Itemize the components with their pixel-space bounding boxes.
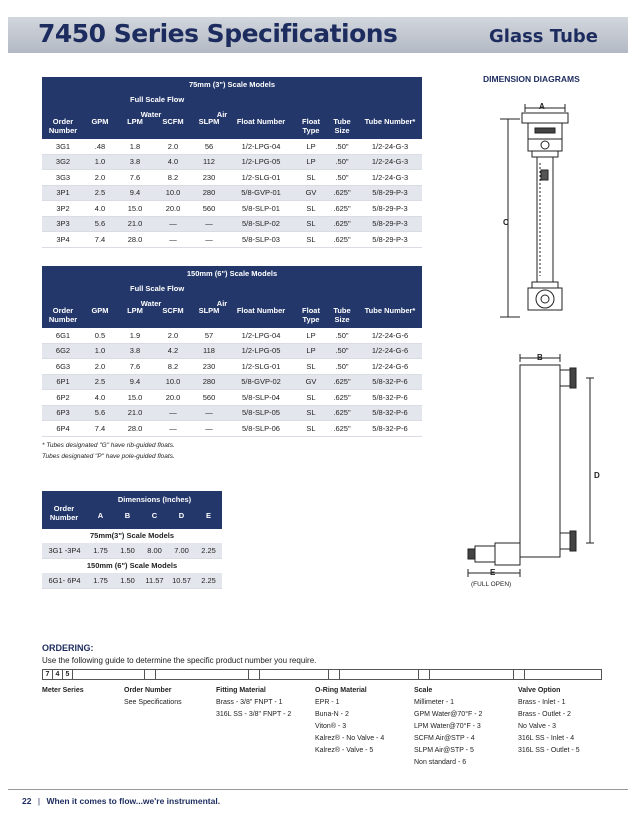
ordering-column: [216, 685, 291, 721]
ordering-option: 316L SS - 3/8" FNPT - 2: [216, 711, 292, 718]
full-scale-label: Full Scale Flow: [130, 284, 185, 293]
table-cell: 5.6: [94, 219, 106, 229]
table-cell: .50": [335, 172, 349, 182]
dim-letter: E: [205, 511, 211, 520]
table-cell: 5/8-29-P-3: [372, 188, 408, 198]
table-cell: 2.0: [94, 361, 106, 371]
table-cell: 20.0: [165, 203, 181, 213]
table-cell: 28.0: [127, 423, 143, 433]
table-cell: 5/8-SLP-04: [242, 392, 280, 402]
table-cell: 5/8-32-P-6: [372, 377, 408, 387]
table-cell: 6P2: [56, 392, 70, 402]
dimension-letters: [87, 511, 222, 520]
column-header: Tube Size: [333, 306, 351, 324]
table-cell: 1.8: [129, 141, 141, 151]
table-cell: 6G3: [55, 361, 71, 371]
table-row: [42, 375, 422, 391]
table-cell: LP: [306, 330, 316, 340]
label-d: D: [594, 471, 600, 480]
column-headers: [42, 306, 422, 324]
code-digit: 7: [43, 670, 53, 679]
dim-row-150mm: [42, 573, 222, 589]
table-cell: 5/8-32-P-6: [372, 408, 408, 418]
table-cell: 7.4: [94, 234, 106, 244]
dim-letter: C: [151, 511, 158, 520]
table-row: [42, 201, 422, 217]
table-caption: 150mm (6") Scale Models: [186, 269, 278, 278]
table-cell: 5/8-29-P-3: [372, 219, 408, 229]
table-cell: 3G2: [55, 157, 71, 167]
ordering-option: Non standard - 6: [414, 759, 467, 766]
table-row: [42, 421, 422, 437]
table-cell: SL: [306, 219, 316, 229]
table-cell: GV: [305, 377, 317, 387]
table-cell: LP: [306, 141, 316, 151]
full-scale-label: Full Scale Flow: [130, 95, 185, 104]
table-row: [42, 344, 422, 360]
table-cell: 5/8-SLP-03: [242, 234, 280, 244]
ordering-column-heading: Fitting Material: [216, 687, 266, 694]
table-cell: 56: [204, 141, 214, 151]
dim-cell: 1.50: [120, 546, 135, 555]
column-header: Tube Number*: [364, 306, 416, 315]
table-cell: 280: [202, 188, 216, 198]
ordering-option: EPR - 1: [315, 699, 340, 706]
side-view-diagram: [468, 354, 594, 577]
page-footer: [22, 796, 220, 806]
column-header: Tube Number*: [364, 117, 416, 126]
table-cell: 21.0: [127, 408, 143, 418]
table-cell: —: [169, 219, 177, 229]
table-cell: 1.0: [94, 157, 106, 167]
code-digit: 5: [63, 670, 73, 679]
table-row: [42, 232, 422, 248]
column-header: LPM: [127, 306, 143, 315]
ordering-column: [414, 685, 482, 769]
column-header: LPM: [127, 117, 143, 126]
table-cell: SL: [306, 203, 316, 213]
dim-cell: 7.00: [174, 546, 189, 555]
table-cell: 5/8-SLP-02: [242, 219, 280, 229]
dim-letter: D: [178, 511, 185, 520]
table-cell: 4.0: [94, 392, 106, 402]
dim-letter: A: [97, 511, 104, 520]
dim-cell: 2.25: [201, 576, 216, 585]
table-cell: 4.2: [167, 346, 179, 356]
code-slot-valve: [513, 670, 525, 679]
product-category: Glass Tube: [489, 26, 598, 47]
table-cell: —: [169, 408, 177, 418]
ordering-option: Kalrez® - Valve - 5: [315, 747, 374, 754]
code-slot-order-number: [144, 670, 156, 679]
ordering-column: [315, 685, 384, 757]
ordering-column-heading: Meter Series: [42, 687, 84, 694]
table-cell: 3G1: [55, 141, 71, 151]
table-row: [42, 139, 422, 155]
ordering-option: SLPM Air@STP - 5: [414, 747, 474, 754]
table-cell: GV: [305, 188, 317, 198]
ordering-option: Brass - Inlet - 1: [518, 699, 566, 706]
page-title: 7450 Series Specifications: [38, 19, 398, 48]
table-cell: .625": [333, 219, 351, 229]
table-cell: 8.2: [167, 361, 179, 371]
column-header: SCFM: [162, 306, 184, 315]
diagram-title: DIMENSION DIAGRAMS: [483, 74, 580, 84]
ordering-option: See Specifications: [124, 699, 182, 706]
label-full-open: (FULL OPEN): [471, 581, 512, 588]
table-cell: 1.9: [129, 330, 141, 340]
label-a: A: [539, 102, 545, 111]
column-header: GPM: [91, 117, 109, 126]
table-cell: 5.6: [94, 408, 106, 418]
dim-cell: 1.75: [93, 576, 108, 585]
table-cell: .625": [333, 188, 351, 198]
table-cell: 2.0: [167, 330, 179, 340]
table-cell: —: [205, 423, 213, 433]
table-cell: 1/2-LPG-04: [241, 330, 281, 340]
dim-cell: 3G1 -3P4: [48, 546, 81, 555]
table-cell: 2.0: [94, 172, 106, 182]
dim-letter: B: [124, 511, 131, 520]
ordering-option: Brass - Outlet - 2: [518, 711, 571, 718]
table-cell: 1/2-SLG-01: [241, 172, 281, 182]
table-cell: 5/8-SLP-01: [242, 203, 280, 213]
table-header: [42, 77, 422, 139]
table-cell: 4.0: [94, 203, 106, 213]
footer-separator: |: [37, 796, 41, 806]
ordering-column-heading: O-Ring Material: [315, 687, 367, 694]
table-cell: 7.4: [94, 423, 106, 433]
table-header: [42, 266, 422, 328]
table-row: [42, 186, 422, 202]
column-headers: [42, 117, 422, 135]
dimensions-table: [42, 491, 222, 589]
table-cell: .50": [335, 346, 349, 356]
table-cell: .48: [94, 141, 106, 151]
ordering-option: Brass - 3/8" FNPT - 1: [216, 699, 283, 706]
order-code-bar: [42, 669, 602, 680]
table-cell: 5/8-32-P-6: [372, 423, 408, 433]
code-slot-oring: [328, 670, 340, 679]
code-slot-scale: [418, 670, 430, 679]
table-cell: 280: [202, 377, 216, 387]
table-cell: 5/8-32-P-6: [372, 392, 408, 402]
table-cell: —: [205, 408, 213, 418]
table-cell: 28.0: [127, 234, 143, 244]
table-cell: 1/2-SLG-01: [241, 361, 281, 371]
table-cell: LP: [306, 157, 316, 167]
table-cell: 3P4: [56, 234, 70, 244]
ordering-option: 316L SS - Outlet - 5: [518, 747, 580, 754]
table-cell: 5/8-GVP-02: [241, 377, 281, 387]
ordering-column: [518, 685, 580, 757]
dimensions-header: [42, 491, 222, 529]
dim-cell: 11.57: [145, 576, 164, 585]
ordering-column-heading: Order Number: [124, 687, 172, 694]
table-cell: .50": [335, 141, 349, 151]
table-cell: 2.5: [94, 377, 106, 387]
column-header: Order Number: [48, 117, 78, 135]
table-cell: 230: [202, 172, 216, 182]
table-cell: 6P1: [56, 377, 70, 387]
dim-row-75mm: [42, 543, 222, 559]
column-header: SLPM: [198, 306, 220, 315]
table-cell: 3G3: [55, 172, 71, 182]
table-cell: 6P3: [56, 408, 70, 418]
ordering-option: No Valve - 3: [518, 723, 556, 730]
dim-group-75mm: 75mm(3") Scale Models: [42, 529, 222, 543]
dim-cell: 1.50: [120, 576, 135, 585]
dim-cell: 10.57: [172, 576, 191, 585]
table-cell: 1/2-LPG-05: [241, 346, 281, 356]
table-row: [42, 359, 422, 375]
table-cell: 1/2-24-G-6: [371, 361, 409, 371]
table-cell: 6G2: [55, 346, 71, 356]
table-cell: 5/8-SLP-05: [242, 408, 280, 418]
table-cell: 2.0: [167, 141, 179, 151]
table-cell: 1.0: [94, 346, 106, 356]
table-cell: SL: [306, 408, 316, 418]
footer-slogan: When it comes to flow...we're instrumental.: [46, 796, 221, 806]
ordering-column: [42, 685, 84, 697]
table-cell: 0.5: [94, 330, 106, 340]
table-cell: 21.0: [127, 219, 143, 229]
specs-table-75mm: [42, 77, 422, 248]
table-cell: SL: [306, 361, 316, 371]
ordering-column-heading: Scale: [414, 687, 433, 694]
column-header: GPM: [91, 306, 109, 315]
table-cell: .625": [333, 234, 351, 244]
table-cell: 1/2-24-G-3: [371, 172, 409, 182]
table-cell: .50": [335, 157, 349, 167]
table-cell: 9.4: [129, 188, 141, 198]
table-cell: SL: [306, 423, 316, 433]
column-header: Order Number: [48, 306, 78, 324]
column-header: Float Number: [236, 117, 286, 126]
table-row: [42, 328, 422, 344]
table-cell: .50": [335, 361, 349, 371]
dim-cell: 8.00: [147, 546, 162, 555]
column-header: Float Number: [236, 306, 286, 315]
table-cell: —: [205, 234, 213, 244]
table-cell: 1/2-LPG-05: [241, 157, 281, 167]
table-notes: [42, 440, 175, 462]
table-cell: 7.6: [129, 172, 141, 182]
table-cell: 230: [202, 361, 216, 371]
table-cell: SL: [306, 234, 316, 244]
note-line: * Tubes designated "G" have rib-guided floats.: [42, 442, 175, 449]
table-row: [42, 217, 422, 233]
front-view-diagram: [500, 104, 568, 317]
table-cell: .625": [333, 392, 351, 402]
table-cell: 10.0: [165, 188, 181, 198]
table-body: [42, 328, 422, 437]
table-cell: 1/2-24-G-3: [371, 157, 409, 167]
ordering-column: [124, 685, 182, 709]
label-e: E: [490, 568, 496, 577]
table-cell: 15.0: [127, 392, 143, 402]
table-cell: —: [169, 234, 177, 244]
page-header: [8, 17, 628, 53]
column-header: Float Type: [302, 306, 320, 324]
table-cell: 5/8-SLP-06: [242, 423, 280, 433]
column-header: SCFM: [162, 117, 184, 126]
ordering-option: Kalrez® - No Valve - 4: [315, 735, 385, 742]
table-cell: 112: [203, 157, 215, 167]
table-cell: 118: [203, 346, 215, 356]
table-cell: LP: [306, 346, 316, 356]
dim-cell: 1.75: [93, 546, 108, 555]
table-cell: 6P4: [56, 423, 70, 433]
table-cell: 5/8-29-P-3: [372, 203, 408, 213]
table-row: [42, 390, 422, 406]
table-cell: 7.6: [129, 361, 141, 371]
table-cell: 3P1: [56, 188, 70, 198]
table-cell: 1/2-24-G-6: [371, 330, 409, 340]
ordering-option: Buna-N - 2: [315, 711, 349, 718]
air-label: Air: [216, 110, 228, 119]
ordering-option: Viton® - 3: [315, 723, 347, 730]
page-number: 22: [22, 796, 32, 806]
table-cell: .50": [335, 330, 349, 340]
table-cell: 10.0: [165, 377, 181, 387]
specs-table-150mm: [42, 266, 422, 437]
label-c: C: [503, 218, 509, 227]
dim-cell: 6G1- 6P4: [48, 576, 81, 585]
table-row: [42, 406, 422, 422]
table-cell: 1/2-LPG-04: [241, 141, 281, 151]
table-cell: 3.8: [129, 157, 141, 167]
order-number-header: Order Number: [49, 504, 79, 522]
dimensions-caption: Dimensions (Inches): [117, 495, 192, 504]
ordering-option: LPM Water@70°F - 3: [414, 723, 481, 730]
table-cell: 4.0: [167, 157, 179, 167]
ordering-option: Millimeter - 1: [414, 699, 455, 706]
table-cell: SL: [306, 172, 316, 182]
table-cell: 3P2: [56, 203, 70, 213]
table-cell: .625": [333, 408, 351, 418]
table-caption: 75mm (3") Scale Models: [188, 80, 276, 89]
dimension-diagram: [440, 88, 620, 608]
table-cell: 20.0: [165, 392, 181, 402]
water-label: Water: [140, 299, 162, 308]
table-cell: 57: [204, 330, 214, 340]
table-cell: 9.4: [129, 377, 141, 387]
water-label: Water: [140, 110, 162, 119]
table-cell: 5/8-29-P-3: [372, 234, 408, 244]
dim-group-150mm: 150mm (6") Scale Models: [42, 559, 222, 573]
table-cell: 8.2: [167, 172, 179, 182]
ordering-option: SCFM Air@STP - 4: [414, 735, 475, 742]
table-cell: 15.0: [127, 203, 143, 213]
table-cell: 3.8: [129, 346, 141, 356]
note-line: Tubes designated "P" have pole-guided floats.: [42, 453, 175, 460]
code-digit: 4: [53, 670, 63, 679]
table-row: [42, 170, 422, 186]
table-body: [42, 139, 422, 248]
table-cell: —: [169, 423, 177, 433]
code-slot-fitting: [248, 670, 260, 679]
ordering-title: ORDERING:: [42, 643, 94, 653]
table-cell: 560: [202, 392, 216, 402]
table-cell: .625": [333, 377, 351, 387]
column-header: Float Type: [302, 117, 320, 135]
table-cell: .625": [333, 203, 351, 213]
table-cell: 1/2-24-G-3: [371, 141, 409, 151]
footer-divider: [8, 789, 628, 790]
table-cell: —: [205, 219, 213, 229]
table-row: [42, 155, 422, 171]
air-label: Air: [216, 299, 228, 308]
table-cell: 560: [202, 203, 216, 213]
label-b: B: [537, 353, 543, 362]
ordering-option: 316L SS - Inlet - 4: [518, 735, 575, 742]
table-cell: .625": [333, 423, 351, 433]
table-cell: 1/2-24-G-6: [371, 346, 409, 356]
table-cell: SL: [306, 392, 316, 402]
column-header: Tube Size: [333, 117, 351, 135]
dim-cell: 2.25: [201, 546, 216, 555]
table-cell: 3P3: [56, 219, 70, 229]
column-header: SLPM: [198, 117, 220, 126]
table-cell: 2.5: [94, 188, 106, 198]
ordering-description: Use the following guide to determine the specific product number you require.: [42, 656, 317, 665]
ordering-column-heading: Valve Option: [518, 687, 561, 694]
ordering-option: GPM Water@70°F - 2: [414, 711, 483, 718]
table-cell: 6G1: [55, 330, 71, 340]
table-cell: 5/8-GVP-01: [241, 188, 281, 198]
